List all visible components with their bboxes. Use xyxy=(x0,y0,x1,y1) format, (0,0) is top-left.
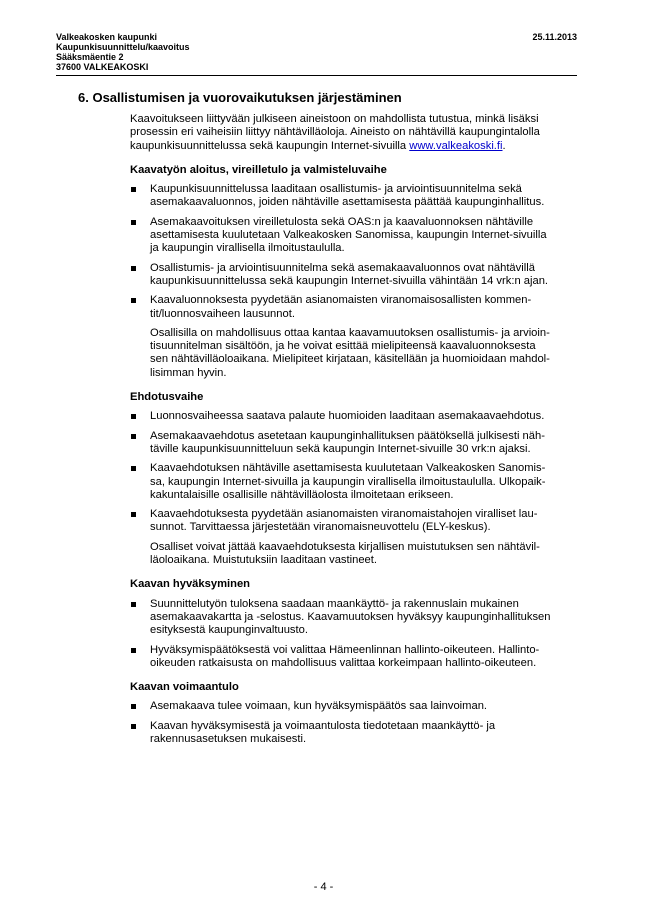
page-number: - 4 - xyxy=(313,881,334,893)
bullet-list xyxy=(130,183,585,321)
website-link[interactable]: www.valkeakoski.fi xyxy=(409,139,503,152)
bullet-icon xyxy=(131,512,136,517)
bullet-list xyxy=(130,598,585,670)
subheading: Ehdotusvaihe xyxy=(130,391,204,404)
bullet-icon xyxy=(131,724,136,729)
list-item: Asemakaavaehdotus asetetaan kaupunginhallituksen päätöksellä julkisesti näh- täville kaupunkisuunnitteluun sekä kaupungin Internet-sivuille 30 vrk:n ajaksi. xyxy=(130,430,585,457)
text-line: prosessin eri vaiheisiin liittyy nähtävilläoloja. Aineisto on nähtävillä kaupungintalolla xyxy=(130,126,540,139)
list-item: Kaavaehdotuksesta pyydetään asianomaisten viranomaistahojen viralliset lau- sunnot. Tarvittaessa järjestetään viranomaisneuvottelu (ELY-keskus). xyxy=(130,508,585,535)
bullet-icon xyxy=(131,220,136,225)
text-line: Kaavoitukseen liittyvään julkiseen aineistoon on mahdollista tutustua, minkä lisäksi xyxy=(130,113,539,125)
intro-paragraph xyxy=(130,113,585,153)
bullet-icon xyxy=(131,434,136,439)
org-line: Sääksmäentie 2 xyxy=(56,52,124,62)
bullet-list xyxy=(130,700,585,746)
org-address xyxy=(56,32,577,72)
text-line: kaupunkisuunnittelussa sekä kaupungin Internet-sivuilla xyxy=(130,139,410,152)
bullet-icon xyxy=(131,298,136,303)
text-punct: . xyxy=(502,139,506,152)
list-item: Kaavan hyväksymisestä ja voimaantulosta tiedotetaan maankäyttö- ja rakennusasetuksen mukaisesti. xyxy=(130,720,585,747)
list-item: Hyväksymispäätöksestä voi valittaa Hämeenlinnan hallinto-oikeuteen. Hallinto- oikeuden ratkaisusta on mahdollisuus valittaa korkeimpaan hallinto-oikeuteen. xyxy=(130,644,585,671)
org-line: Kaupunkisuunnittelu/kaavoitus xyxy=(56,42,190,52)
bullet-icon xyxy=(131,648,136,653)
bullet-icon xyxy=(131,602,136,607)
note-paragraph: Osallisilla on mahdollisuus ottaa kantaa kaavamuutoksen osallistumis- ja arvioin- tisuunnitelman sisältöön, ja he voivat esittää mielipiteensä kaavaluonnoksesta sen nähtävilläoloaikana. Mielipiteet kirjataan, käsitellään ja huomioidaan mahdol- lisimman hyvin. xyxy=(150,326,550,379)
note-paragraph: Osalliset voivat jättää kaavaehdotuksesta kirjallisen muistutuksen sen nähtävil- läoloaikana. Muistutuksiin laaditaan vastineet. xyxy=(150,540,540,567)
list-item: Asemakaava tulee voimaan, kun hyväksymispäätös saa lainvoiman. xyxy=(130,700,585,713)
bullet-icon xyxy=(131,266,136,271)
list-item: Kaavaehdotuksen nähtäville asettamisesta kuulutetaan Valkeakosken Sanomis- sa, kaupungin Internet-sivuilla ja kaupungin virallisella ilmoitustaululla. Ulkopaik- kakuntalaisille osallisille nähtävilläolosta ilmoitetaan erikseen. xyxy=(130,462,585,502)
bullet-icon xyxy=(131,704,136,709)
list-item: Kaavaluonnoksesta pyydetään asianomaisten viranomaisosallisten kommen- tit/luonnosvaiheen lausunnot. xyxy=(130,294,585,321)
header-divider xyxy=(56,75,577,76)
subheading: Kaavan hyväksyminen xyxy=(130,578,251,591)
page-header xyxy=(56,32,577,72)
document-body xyxy=(130,113,585,752)
bullet-list xyxy=(130,410,585,534)
list-item: Suunnittelutyön tuloksena saadaan maankäyttö- ja rakennuslain mukainen asemakaavakartta ja -selostus. Kaavamuutoksen hyväksyy kaupunginhallituksen esityksestä kaupunginvaltuusto. xyxy=(130,598,585,638)
org-line: Valkeakosken kaupunki xyxy=(56,32,158,42)
list-item: Luonnosvaiheessa saatava palaute huomioiden laaditaan asemakaavaehdotus. xyxy=(130,410,585,423)
section-title: 6. Osallistumisen ja vuorovaikutuksen järjestäminen xyxy=(78,90,402,105)
bullet-icon xyxy=(131,466,136,471)
subheading: Kaavan voimaantulo xyxy=(130,681,239,694)
header-date: 25.11.2013 xyxy=(532,32,577,42)
bullet-icon xyxy=(131,414,136,419)
bullet-icon xyxy=(131,187,136,192)
org-line: 37600 VALKEAKOSKI xyxy=(56,62,149,72)
list-item: Osallistumis- ja arviointisuunnitelma sekä asemakaavaluonnos ovat nähtävillä kaupunkisuunnittelussa sekä kaupungin Internet-sivuilla vähintään 14 vrk:n ajan. xyxy=(130,262,585,289)
list-item: Asemakaavoituksen vireilletulosta sekä OAS:n ja kaavaluonnoksen nähtäville asettamisesta kuulutetaan Valkeakosken Sanomissa, kaupungin Internet-sivuilla ja kaupungin virallisella ilmoitustaululla. xyxy=(130,216,585,256)
list-item: Kaupunkisuunnittelussa laaditaan osallistumis- ja arviointisuunnitelma sekä asemakaavaluonnos, joiden nähtäville asettamisesta päättää kaupunginhallitus. xyxy=(130,183,585,210)
subheading: Kaavatyön aloitus, vireilletulo ja valmisteluvaihe xyxy=(130,163,387,176)
